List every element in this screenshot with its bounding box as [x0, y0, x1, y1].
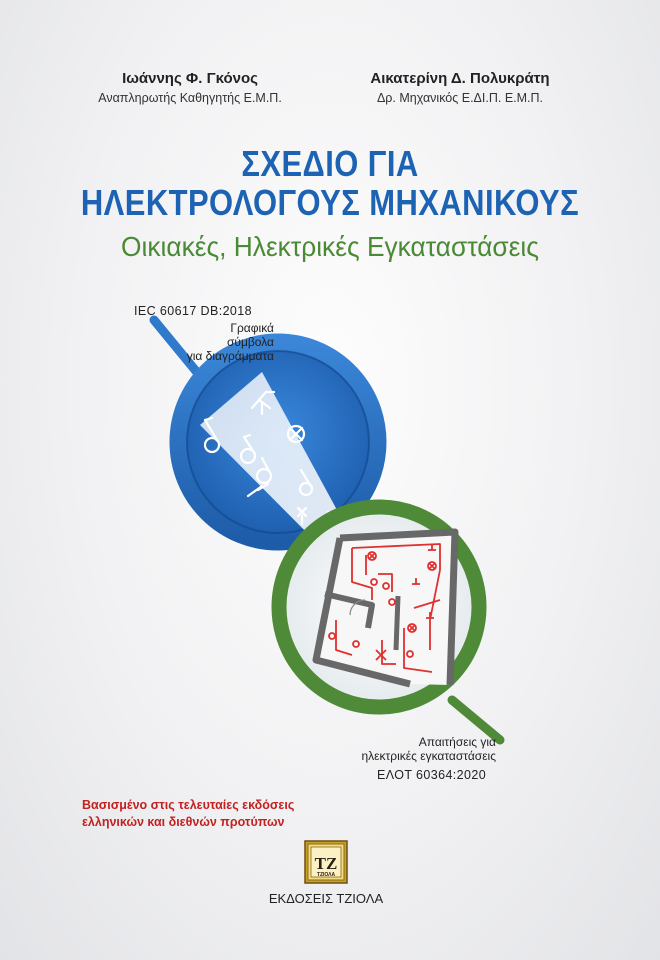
author-2-role: Δρ. Μηχανικός Ε.ΔΙ.Π. Ε.Μ.Π.	[376, 91, 544, 105]
publisher-name: ΕΚΔΟΣΕΙΣ ΤΖΙΟΛΑ	[268, 891, 384, 906]
title-line-2: ΗΛΕΚΤΡΟΛΟΓΟΥΣ ΜΗΧΑΝΙΚΟΥΣ	[80, 182, 580, 223]
floor-plan	[316, 532, 455, 685]
iec-standard-description	[182, 321, 274, 363]
elot-desc-line-2: ηλεκτρικές εγκαταστάσεις	[361, 749, 496, 763]
author-1-role: Αναπληρωτής Καθηγητής Ε.Μ.Π.	[98, 91, 282, 105]
logo-subtext: ΤΖΙΟΛΑ	[316, 872, 336, 878]
iec-standard-code: IEC 60617 DB:2018	[134, 304, 252, 318]
subtitle: Οικιακές, Ηλεκτρικές Εγκαταστάσεις	[121, 231, 539, 262]
publisher-logo	[304, 840, 348, 884]
green-handle	[452, 700, 500, 740]
iec-desc-line-1: Γραφικά σύμβολα	[227, 321, 274, 349]
elot-standard-code: ΕΛΟΤ 60364:2020	[377, 768, 487, 782]
title-line-1: ΣΧΕΔΙΟ ΓΙΑ	[241, 143, 419, 184]
author-2-name: Αικατερίνη Δ. Πολυκράτη	[370, 70, 550, 87]
note-line-2: ελληνικών και διεθνών προτύπων	[82, 815, 285, 829]
standards-note	[82, 797, 302, 831]
elot-standard-description	[340, 735, 496, 763]
iec-desc-line-2: για διαγράμματα	[186, 349, 274, 363]
logo-monogram: ΤΖ	[314, 854, 338, 873]
author-1-name: Ιωάννης Φ. Γκόνος	[122, 70, 258, 87]
note-line-1: Βασισμένο στις τελευταίες εκδόσεις	[82, 798, 295, 812]
elot-desc-line-1: Απαιτήσεις για	[418, 735, 496, 749]
